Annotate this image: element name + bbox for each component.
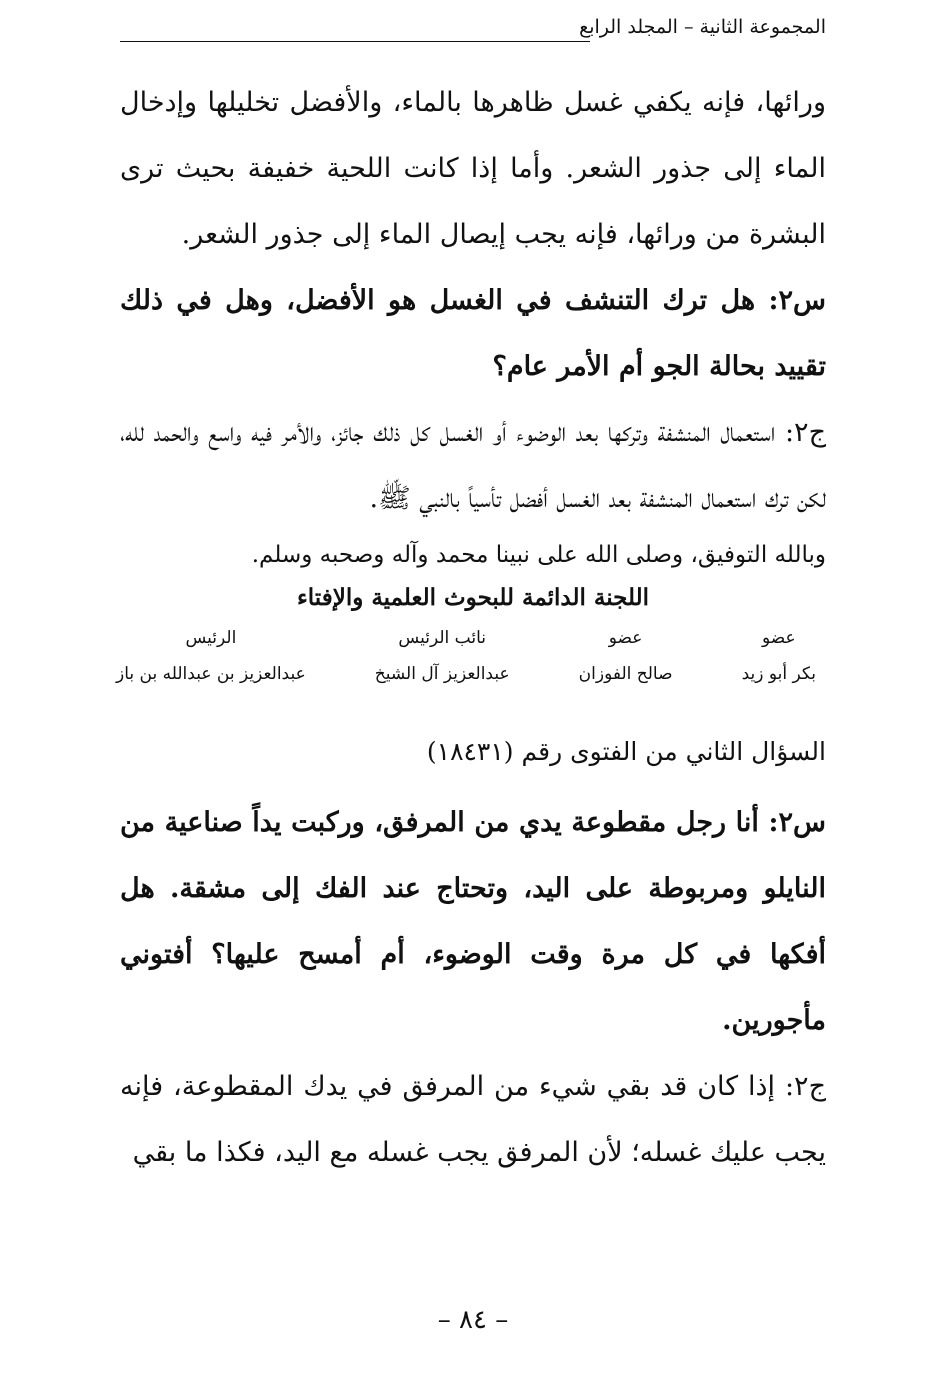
signature-block bbox=[579, 620, 673, 692]
signature-block bbox=[742, 620, 816, 692]
question-2-second: س٢: أنا رجل مقطوعة يدي من المرفق، وركبت يداً صناعية من النايلو ومربوطة على اليد، وتحتاج عند الفك إلى مشقة. هل أفكها في كل مرة وقت الوضوء، أم أمسح عليها؟ أفتوني مأجورين. bbox=[120, 807, 826, 1036]
answer-2-second: ج٢: إذا كان قد بقي شيء من المرفق في يدك المقطوعة، فإنه يجب عليك غسله؛ لأن المرفق يجب غسله مع اليد، فكذا ما بقي bbox=[120, 1071, 826, 1168]
signature-name: عبدالعزيز آل الشيخ bbox=[374, 664, 510, 684]
signature-name: عبدالعزيز بن عبدالله بن باز bbox=[116, 664, 306, 684]
closing-prayer: وبالله التوفيق، وصلى الله على نبينا محمد وآله وصحبه وسلم. bbox=[251, 542, 826, 568]
signature-name: بكر أبو زيد bbox=[741, 664, 816, 684]
page-body bbox=[116, 70, 826, 1186]
signature-name: صالح الفوزان bbox=[578, 664, 673, 684]
signature-title: نائب الرئيس bbox=[398, 628, 486, 648]
committee-name: اللجنة الدائمة للبحوث العلمية والإفتاء bbox=[296, 584, 650, 611]
page-number: – ٨٤ – bbox=[437, 1305, 509, 1335]
paragraph-continuation: ورائها، فإنه يكفي غسل ظاهرها بالماء، والأفضل تخليلها وإدخال الماء إلى جذور الشعر. وأما إذا كانت اللحية خفيفة بحيث ترى البشرة من ورائها، فإنه يجب إيصال الماء إلى جذور الشعر. bbox=[120, 87, 826, 250]
answer-2: ج٢: استعمال المنشفة وتركها بعد الوضوء أو الغسل كل ذلك جائز، والأمر فيه واسع والحمد لله، لكن ترك استعمال المنشفة بعد الغسل أفضل تأسياً بالنبي ﷺ. bbox=[120, 417, 826, 514]
running-header bbox=[120, 16, 826, 46]
running-title: المجموعة الثانية – المجلد الرابع bbox=[579, 16, 826, 38]
header-rule bbox=[120, 41, 590, 42]
signatures bbox=[116, 620, 816, 692]
signature-block bbox=[116, 620, 306, 692]
signature-title: عضو bbox=[608, 628, 643, 648]
question-2: س٢: هل ترك التنشف في الغسل هو الأفضل، وهل في ذلك تقييد بحالة الجو أم الأمر عام؟ bbox=[120, 285, 826, 382]
signature-title: الرئيس bbox=[185, 628, 237, 648]
fatwa-reference: السؤال الثاني من الفتوى رقم (١٨٤٣١) bbox=[426, 737, 826, 766]
signature-block bbox=[375, 620, 510, 692]
signature-title: عضو bbox=[761, 628, 796, 648]
